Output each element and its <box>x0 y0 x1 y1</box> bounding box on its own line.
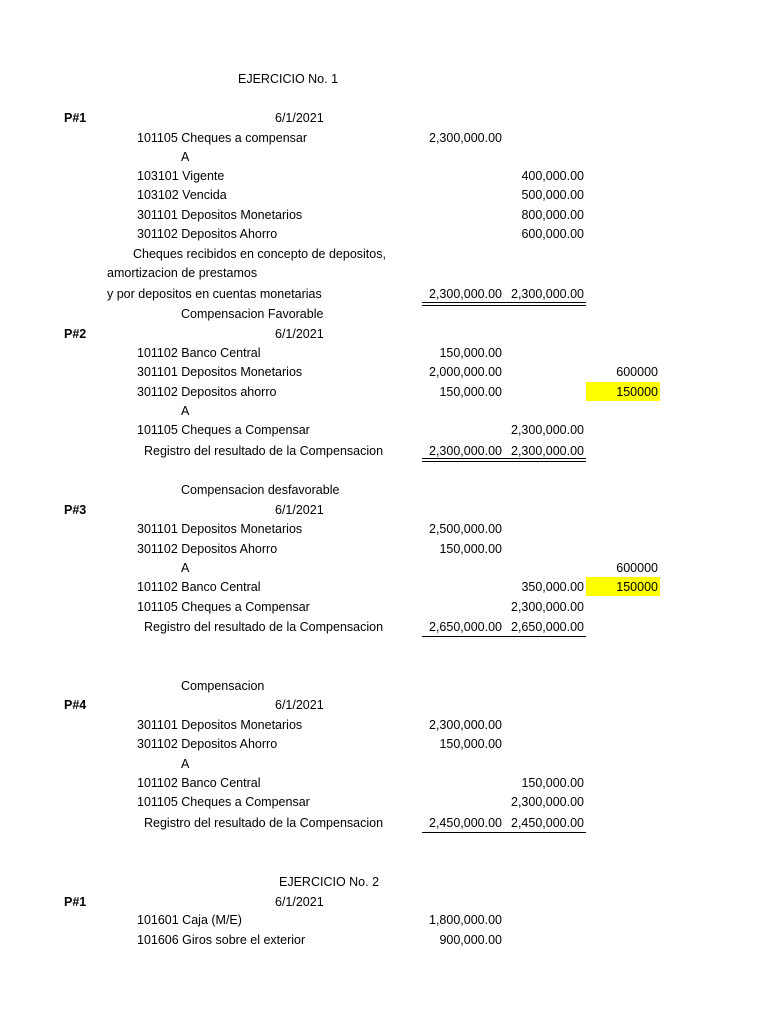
side-note-highlighted: 150000 <box>616 385 658 399</box>
side-note-highlighted: 150000 <box>616 580 658 594</box>
entry-label-p1: P#1 <box>64 895 87 909</box>
account-line: 101102 Banco Central <box>137 776 261 790</box>
credit-amount: 2,300,000.00 <box>511 600 584 614</box>
account-line: 101102 Banco Central <box>137 580 261 594</box>
section-heading: Compensacion <box>181 679 265 693</box>
debit-amount: 2,500,000.00 <box>429 522 502 536</box>
entry-description: y por depositos en cuentas monetarias <box>107 287 322 301</box>
single-underline <box>422 832 586 833</box>
account-line: 301102 Depositos Ahorro <box>137 737 278 751</box>
entry-date: 6/1/2021 <box>275 111 324 125</box>
debit-amount: 2,300,000.00 <box>429 718 502 732</box>
account-line: 301102 Depositos Ahorro <box>137 542 278 556</box>
entry-label-p3: P#3 <box>64 503 87 517</box>
total-credit: 2,650,000.00 <box>511 620 584 634</box>
debit-amount: 2,300,000.00 <box>429 131 502 145</box>
entry-date: 6/1/2021 <box>275 895 324 909</box>
single-underline <box>422 636 586 637</box>
a-separator: A <box>181 561 190 575</box>
total-credit: 2,300,000.00 <box>511 444 584 458</box>
total-debit: 2,300,000.00 <box>429 287 502 301</box>
total-credit: 2,450,000.00 <box>511 816 584 830</box>
credit-amount: 400,000.00 <box>521 169 584 183</box>
debit-amount: 900,000.00 <box>439 933 502 947</box>
account-line: 103101 Vigente <box>137 169 225 183</box>
side-note: 600000 <box>616 561 658 575</box>
account-line: 301101 Depositos Monetarios <box>137 718 303 732</box>
credit-amount: 350,000.00 <box>521 580 584 594</box>
debit-amount: 150,000.00 <box>439 385 502 399</box>
entry-description: Registro del resultado de la Compensacion <box>144 444 384 458</box>
ejercicio1-title: EJERCICIO No. 1 <box>238 72 339 86</box>
entry-description: Registro del resultado de la Compensacion <box>144 620 384 634</box>
double-underline <box>422 458 586 462</box>
entry-label-p4: P#4 <box>64 698 87 712</box>
account-line: 101105 Cheques a Compensar <box>137 795 310 809</box>
entry-date: 6/1/2021 <box>275 698 324 712</box>
credit-amount: 800,000.00 <box>521 208 584 222</box>
entry-description: Cheques recibidos en concepto de depositos, <box>133 247 386 261</box>
account-line: 101102 Banco Central <box>137 346 261 360</box>
debit-amount: 2,000,000.00 <box>429 365 502 379</box>
entry-label-p1: P#1 <box>64 111 87 125</box>
total-debit: 2,300,000.00 <box>429 444 502 458</box>
account-line: 101601 Caja (M/E) <box>137 913 242 927</box>
account-line: 101606 Giros sobre el exterior <box>137 933 306 947</box>
account-line: 101105 Cheques a Compensar <box>137 423 310 437</box>
entry-date: 6/1/2021 <box>275 327 324 341</box>
account-line: 301101 Depositos Monetarios <box>137 365 303 379</box>
debit-amount: 150,000.00 <box>439 542 502 556</box>
entry-label-p2: P#2 <box>64 327 87 341</box>
a-separator: A <box>181 150 190 164</box>
debit-amount: 150,000.00 <box>439 737 502 751</box>
credit-amount: 150,000.00 <box>521 776 584 790</box>
account-line: 301102 Depositos ahorro <box>137 385 277 399</box>
total-credit: 2,300,000.00 <box>511 287 584 301</box>
credit-amount: 600,000.00 <box>521 227 584 241</box>
ejercicio2-title: EJERCICIO No. 2 <box>279 875 380 889</box>
double-underline <box>422 302 586 306</box>
account-line: 301101 Depositos Monetarios <box>137 208 303 222</box>
total-debit: 2,650,000.00 <box>429 620 502 634</box>
section-heading: Compensacion Favorable <box>181 307 324 321</box>
account-line: 101105 Cheques a Compensar <box>137 600 310 614</box>
debit-amount: 150,000.00 <box>439 346 502 360</box>
credit-amount: 500,000.00 <box>521 188 584 202</box>
debit-amount: 1,800,000.00 <box>429 913 502 927</box>
entry-description: amortizacion de prestamos <box>107 266 258 280</box>
account-line: 301102 Depositos Ahorro <box>137 227 278 241</box>
entry-description: Registro del resultado de la Compensacion <box>144 816 384 830</box>
account-line: 301101 Depositos Monetarios <box>137 522 303 536</box>
credit-amount: 2,300,000.00 <box>511 795 584 809</box>
total-debit: 2,450,000.00 <box>429 816 502 830</box>
a-separator: A <box>181 757 190 771</box>
account-line: 101105 Cheques a compensar <box>137 131 308 145</box>
section-heading: Compensacion desfavorable <box>181 483 340 497</box>
account-line: 103102 Vencida <box>137 188 227 202</box>
credit-amount: 2,300,000.00 <box>511 423 584 437</box>
side-note: 600000 <box>616 365 658 379</box>
a-separator: A <box>181 404 190 418</box>
entry-date: 6/1/2021 <box>275 503 324 517</box>
